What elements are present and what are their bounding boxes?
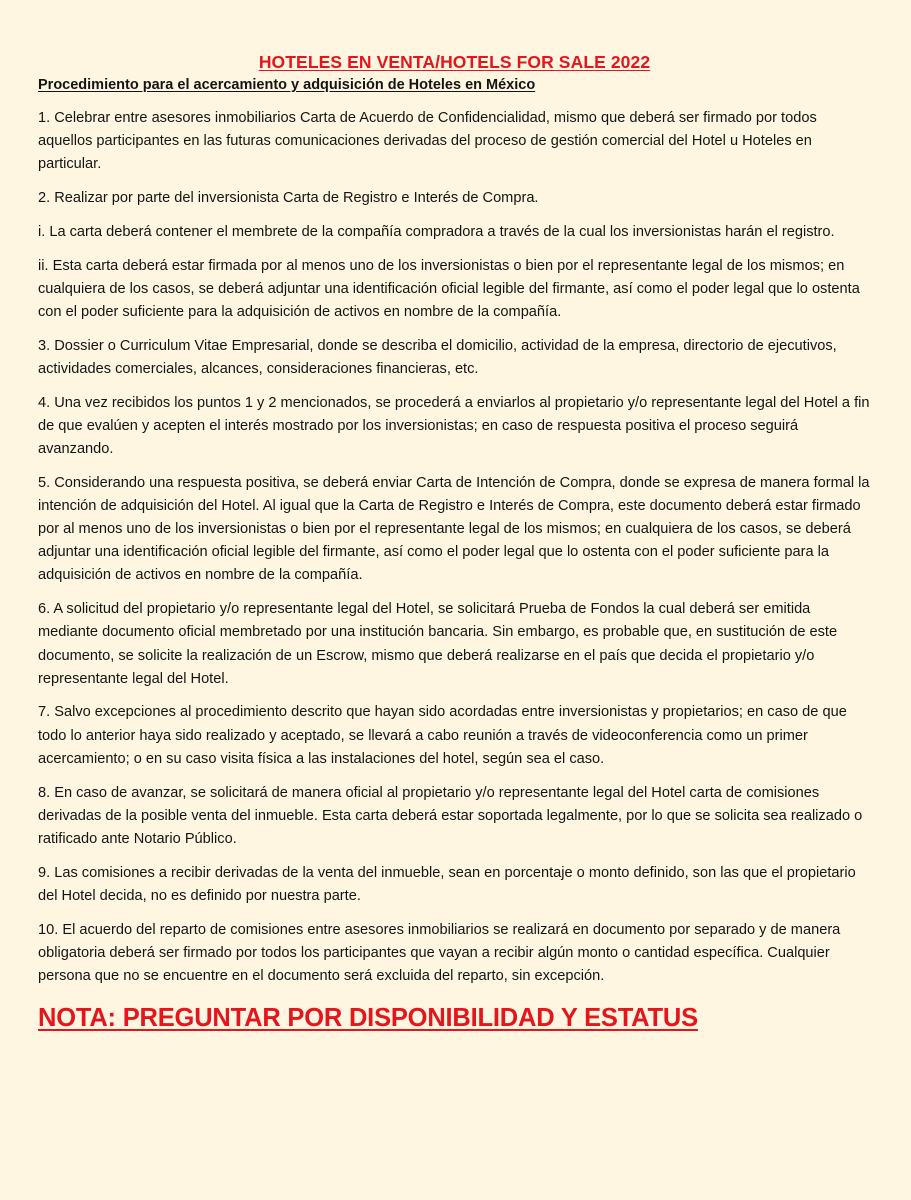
paragraph-step-7: 7. Salvo excepciones al procedimiento descrito que hayan sido acordadas entre inversionistas y propietarios; en caso de que todo lo anterior haya sido realizado y aceptado, se llevará a cabo reunión a través de videoconferencia como un primer acercamiento; o en su caso visita física a las instalaciones del hotel, según sea el caso. [38, 704, 847, 767]
document-title: HOTELES EN VENTA/HOTELS FOR SALE 2022 [258, 52, 651, 72]
paragraph-step-8: 8. En caso de avanzar, se solicitará de manera oficial al propietario y/o representante legal del Hotel carta de comisiones derivadas de la posible venta del inmueble. Esta carta deberá estar soportada legalmente, por lo que se solicita sea realizado o ratificado ante Notario Público. [38, 784, 863, 847]
paragraph-step-2-ii: ii. Esta carta deberá estar firmada por al menos uno de los inversionistas o bien por el representante legal de los mismos; en cualquiera de los casos, se deberá adjuntar una identificación oficial legible del firmante, así como el poder legal que lo ostenta con el poder suficiente para la adquisición de activos en nombre de la compañía. [38, 257, 860, 320]
paragraph-step-2: 2. Realizar por parte del inversionista Carta de Registro e Interés de Compra. [38, 190, 539, 207]
paragraph-step-5: 5. Considerando una respuesta positiva, se deberá enviar Carta de Intención de Compra, donde se expresa de manera formal la intención de adquisición del Hotel. Al igual que la Carta de Registro e Interés de Compra, este documento deberá estar firmado por al menos uno de los inversionistas o bien por el representante legal de los mismos; en cualquiera de los casos, se deberá adjuntar una identificación oficial legible del firmante, así como el poder legal que lo ostenta con el poder suficiente para la adquisición de activos en nombre de la compañía. [38, 474, 870, 584]
paragraph-step-10: 10. El acuerdo del reparto de comisiones entre asesores inmobiliarios se realizará en documento por separado y de manera obligatoria deberá ser firmado por todos los participantes que vayan a recibir algún monto o cantidad específica. Cualquier persona que no se encuentre en el documento será excluida del reparto, sin excepción. [38, 921, 841, 984]
paragraph-step-9: 9. Las comisiones a recibir derivadas de la venta del inmueble, sean en porcentaje o monto definido, son las que el propietario del Hotel decida, no es definido por nuestra parte. [38, 864, 856, 904]
paragraph-step-4: 4. Una vez recibidos los puntos 1 y 2 mencionados, se procederá a enviarlos al propietario y/o representante legal del Hotel a fin de que evalúen y acepten el interés mostrado por los inversionistas; en caso de respuesta positiva el proceso seguirá avanzando. [38, 394, 870, 457]
availability-note: NOTA: PREGUNTAR POR DISPONIBILIDAD Y ESTATUS [38, 1004, 698, 1033]
document-subtitle: Procedimiento para el acercamiento y adquisición de Hoteles en México [38, 77, 536, 93]
paragraph-step-6: 6. A solicitud del propietario y/o representante legal del Hotel, se solicitará Prueba de Fondos la cual deberá ser emitida mediante documento oficial membretado por una institución bancaria. Sin embargo, es probable que, en sustitución de este documento, se solicite la realización de un Escrow, mismo que deberá realizarse en el país que decida el propietario y/o representante legal del Hotel. [38, 601, 838, 687]
paragraph-step-3: 3. Dossier o Curriculum Vitae Empresarial, donde se describa el domicilio, actividad de la empresa, directorio de ejecutivos, actividades comerciales, alcances, consideraciones financieras, etc. [38, 337, 837, 377]
paragraph-step-1: 1. Celebrar entre asesores inmobiliarios Carta de Acuerdo de Confidencialidad, mismo que deberá ser firmado por todos aquellos participantes en las futuras comunicaciones derivadas del proceso de gestión comercial del Hotel u Hoteles en particular. [38, 110, 817, 173]
paragraph-step-2-i: i. La carta deberá contener el membrete de la compañía compradora a través de la cual los inversionistas harán el registro. [38, 223, 835, 240]
